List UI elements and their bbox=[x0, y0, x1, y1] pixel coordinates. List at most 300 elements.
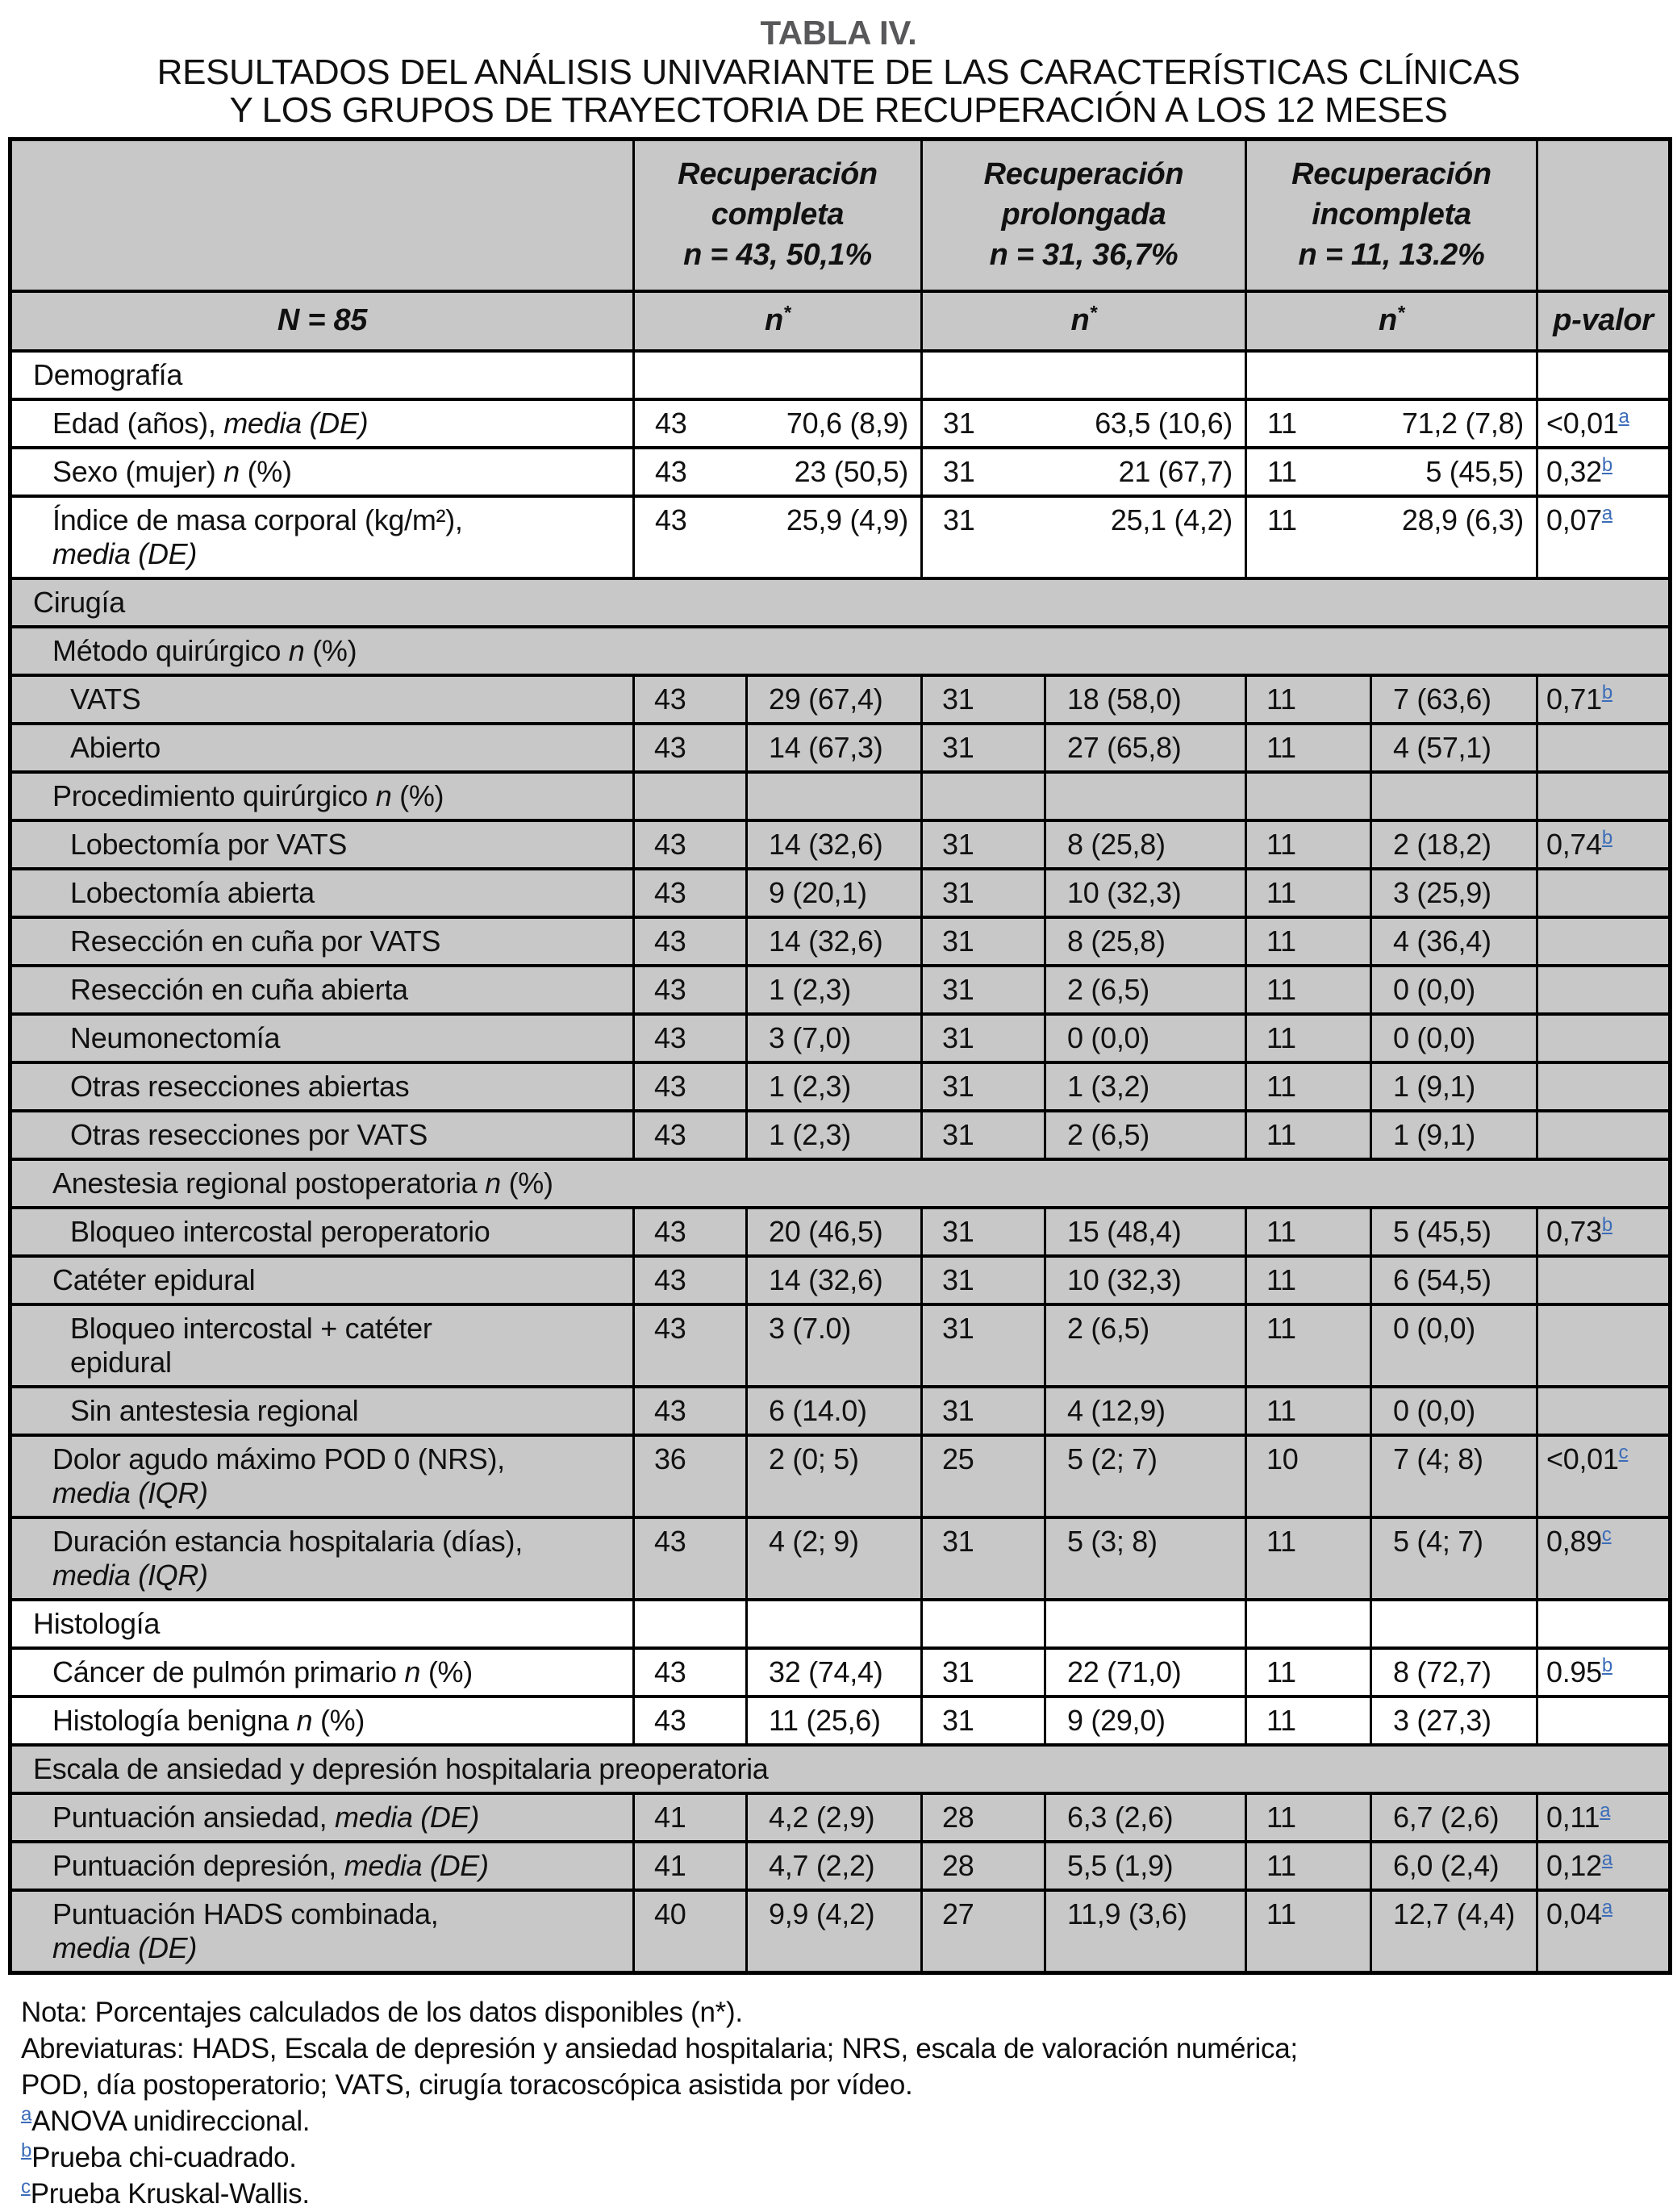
empty-cell bbox=[1246, 772, 1371, 820]
n-cell: 31 bbox=[922, 1208, 1045, 1256]
value-cell: 3 (7,0) bbox=[747, 1014, 922, 1062]
footnote-link-b[interactable]: b bbox=[1601, 682, 1612, 703]
p-cell bbox=[1537, 724, 1671, 772]
label-text: Cirugía bbox=[33, 586, 125, 619]
row-procedimiento-quirurgico bbox=[10, 772, 1671, 820]
value-cell: 27 (65,8) bbox=[1045, 724, 1246, 772]
n-cell: 11 bbox=[1246, 1648, 1371, 1697]
row-neumonectomia bbox=[10, 1014, 1671, 1062]
value-cell: 7 (4; 8) bbox=[1371, 1435, 1537, 1517]
n-value-wrap bbox=[924, 503, 1244, 537]
value-cell: 9,9 (4,2) bbox=[747, 1890, 922, 1973]
n-cell: 43 bbox=[634, 675, 747, 724]
label-text: Lobectomía abierta bbox=[70, 876, 315, 909]
cateter-epidural-label bbox=[10, 1256, 634, 1304]
p-cell bbox=[1537, 1387, 1671, 1435]
footnote-link-c[interactable]: c bbox=[1601, 1524, 1612, 1546]
n-cell: 31 bbox=[922, 1697, 1045, 1745]
label-text: Histología benigna bbox=[52, 1704, 297, 1737]
value-cell: 4 (57,1) bbox=[1371, 724, 1537, 772]
label-text: Histología bbox=[33, 1607, 161, 1640]
group-header-2 bbox=[922, 140, 1246, 292]
label-text: n bbox=[288, 634, 305, 667]
row-otras-resecciones-vats bbox=[10, 1111, 1671, 1159]
n-cell: 11 bbox=[1246, 966, 1371, 1014]
row-abierto bbox=[10, 724, 1671, 772]
p-cell bbox=[1537, 820, 1671, 869]
footnote-link-b[interactable]: b bbox=[1601, 827, 1612, 849]
empty-cell bbox=[1246, 351, 1537, 399]
footnote-link-b[interactable]: b bbox=[21, 2139, 32, 2162]
n-cell: 43 bbox=[634, 724, 747, 772]
label-text: Método quirúrgico bbox=[52, 634, 289, 667]
otras-resecciones-abiertas-label bbox=[10, 1062, 634, 1111]
n-cell: 11 bbox=[1267, 503, 1297, 536]
n-cell: 31 bbox=[922, 1648, 1045, 1697]
row-histologia bbox=[10, 1600, 1671, 1648]
group-header-line: n = 11, 13.2% bbox=[1298, 238, 1485, 272]
p-cell bbox=[1537, 1111, 1671, 1159]
p-value: 0.95 bbox=[1546, 1655, 1602, 1688]
row-dolor-agudo bbox=[10, 1435, 1671, 1517]
n-cell: 43 bbox=[634, 1304, 747, 1387]
n-cell: 41 bbox=[634, 1793, 747, 1842]
n-cell: 25 bbox=[922, 1435, 1045, 1517]
label-text: Cáncer de pulmón primario bbox=[52, 1655, 405, 1688]
footnote-link-b[interactable]: b bbox=[1601, 1214, 1612, 1236]
label-text: media (IQR) bbox=[52, 1559, 208, 1592]
footnote-link-a[interactable]: a bbox=[1600, 1800, 1611, 1822]
results-table bbox=[8, 137, 1672, 1975]
n-cell: 27 bbox=[922, 1890, 1045, 1973]
footnote-mark-text: Prueba Kruskal-Wallis. bbox=[30, 2178, 310, 2210]
label-text: Neumonectomía bbox=[70, 1021, 281, 1054]
p-valor-header: p-valor bbox=[1537, 291, 1671, 351]
n-cell: 41 bbox=[634, 1842, 747, 1890]
demografia-label bbox=[10, 351, 634, 399]
n-value-cell bbox=[634, 496, 922, 578]
row-cateter-epidural bbox=[10, 1256, 1671, 1304]
footnote-link-c[interactable]: c bbox=[21, 2176, 31, 2198]
p-value: 0,89 bbox=[1546, 1525, 1602, 1558]
vats-label bbox=[10, 675, 634, 724]
value-cell: 63,5 (10,6) bbox=[1095, 407, 1233, 440]
value-cell: 5 (3; 8) bbox=[1045, 1517, 1246, 1600]
bloqueo-intercostal-label bbox=[10, 1208, 634, 1256]
table-body bbox=[10, 351, 1671, 1973]
p-value: <0,01 bbox=[1546, 407, 1619, 440]
label-text: Otras resecciones por VATS bbox=[70, 1118, 428, 1151]
sexo-label bbox=[10, 448, 634, 496]
label-text: (%) bbox=[312, 1704, 365, 1737]
n-cell: 11 bbox=[1246, 1111, 1371, 1159]
n-cell: 11 bbox=[1246, 917, 1371, 966]
p-cell bbox=[1537, 448, 1671, 496]
value-cell: 1 (2,3) bbox=[747, 1111, 922, 1159]
reseccion-cuna-abierta-label bbox=[10, 966, 634, 1014]
group-header-line: Recuperación bbox=[1291, 157, 1491, 191]
empty-cell bbox=[1045, 772, 1246, 820]
label-text: Puntuación ansiedad, bbox=[52, 1801, 335, 1834]
n-value-cell bbox=[1246, 496, 1537, 578]
p-value: 0,04 bbox=[1546, 1897, 1602, 1930]
label-text: Índice de masa corporal (kg/m²), bbox=[52, 503, 463, 536]
value-cell: 4 (36,4) bbox=[1371, 917, 1537, 966]
p-cell bbox=[1537, 917, 1671, 966]
p-cell bbox=[1537, 1304, 1671, 1387]
p-cell bbox=[1537, 399, 1671, 448]
cirugia-label bbox=[10, 578, 1671, 627]
n-value-wrap bbox=[1248, 455, 1535, 489]
neumonectomia-label bbox=[10, 1014, 634, 1062]
p-cell bbox=[1537, 1842, 1671, 1890]
n-cell: 11 bbox=[1246, 675, 1371, 724]
value-cell: 2 (6,5) bbox=[1045, 966, 1246, 1014]
asterisk: * bbox=[1396, 302, 1404, 324]
histologia-label bbox=[10, 1600, 634, 1648]
row-bloqueo-intercostal bbox=[10, 1208, 1671, 1256]
n-cell: 31 bbox=[922, 1111, 1045, 1159]
label-text: n bbox=[485, 1167, 501, 1200]
n-value-cell bbox=[1246, 399, 1537, 448]
value-cell: 5,5 (1,9) bbox=[1045, 1842, 1246, 1890]
value-cell: 1 (2,3) bbox=[747, 966, 922, 1014]
n-cell: 31 bbox=[922, 869, 1045, 917]
header-empty-pcol bbox=[1537, 140, 1671, 292]
p-cell bbox=[1537, 1062, 1671, 1111]
n-cell: 11 bbox=[1246, 820, 1371, 869]
group-header-3 bbox=[1246, 140, 1537, 292]
p-cell bbox=[1537, 675, 1671, 724]
reseccion-cuna-vats-label bbox=[10, 917, 634, 966]
label-text: (%) bbox=[239, 455, 292, 488]
n-cell: 31 bbox=[922, 1304, 1045, 1387]
value-cell: 9 (20,1) bbox=[747, 869, 922, 917]
label-text: (%) bbox=[500, 1167, 553, 1200]
value-cell: 0 (0,0) bbox=[1371, 966, 1537, 1014]
histologia-benigna-label bbox=[10, 1697, 634, 1745]
n-cell: 11 bbox=[1246, 869, 1371, 917]
n-cell: 31 bbox=[922, 1256, 1045, 1304]
value-cell: 8 (72,7) bbox=[1371, 1648, 1537, 1697]
p-value: 0,74 bbox=[1546, 828, 1602, 861]
group-header-line: incompleta bbox=[1312, 198, 1471, 232]
value-cell: 3 (25,9) bbox=[1371, 869, 1537, 917]
value-cell: 25,9 (4,9) bbox=[786, 503, 908, 536]
label-text: media (DE) bbox=[344, 1849, 489, 1882]
empty-cell bbox=[922, 351, 1246, 399]
label-text: Demografía bbox=[33, 358, 183, 391]
value-cell: 2 (6,5) bbox=[1045, 1111, 1246, 1159]
label-text: Resección en cuña abierta bbox=[70, 973, 408, 1006]
value-cell: 5 (45,5) bbox=[1371, 1208, 1537, 1256]
value-cell: 2 (6,5) bbox=[1045, 1304, 1246, 1387]
value-cell: 1 (9,1) bbox=[1371, 1062, 1537, 1111]
n-cell: 43 bbox=[634, 1111, 747, 1159]
value-cell: 5 (45,5) bbox=[1425, 455, 1524, 488]
empty-cell bbox=[1371, 1600, 1537, 1648]
n-cell: 28 bbox=[922, 1842, 1045, 1890]
group-header-line: prolongada bbox=[1001, 198, 1166, 232]
n-cell: 31 bbox=[922, 1517, 1045, 1600]
footnotes bbox=[21, 1994, 1677, 2212]
value-cell: 0 (0,0) bbox=[1371, 1014, 1537, 1062]
value-cell: 6,7 (2,6) bbox=[1371, 1793, 1537, 1842]
label-text: Anestesia regional postoperatoria bbox=[52, 1167, 486, 1200]
label-text: Edad (años), bbox=[52, 407, 224, 440]
n-cell: 43 bbox=[634, 1517, 747, 1600]
value-cell: 5 (2; 7) bbox=[1045, 1435, 1246, 1517]
puntuacion-hads-label bbox=[10, 1890, 634, 1973]
n-cell: 43 bbox=[655, 455, 687, 488]
label-text: n bbox=[404, 1655, 421, 1688]
n-cell: 31 bbox=[922, 1387, 1045, 1435]
n-cell: 31 bbox=[943, 455, 975, 488]
n-cell: 31 bbox=[922, 917, 1045, 966]
row-reseccion-cuna-abierta bbox=[10, 966, 1671, 1014]
label-text: Dolor agudo máximo POD 0 (NRS), bbox=[52, 1442, 505, 1475]
n-cell: 28 bbox=[922, 1793, 1045, 1842]
table-title-line2: Y LOS GRUPOS DE TRAYECTORIA DE RECUPERACIÓN A LOS 12 MESES bbox=[229, 90, 1448, 130]
label-text: Bloqueo intercostal peroperatorio bbox=[70, 1215, 490, 1248]
footnote-nota: Nota: Porcentajes calculados de los datos disponibles (n*). bbox=[21, 1997, 743, 2028]
row-anestesia-regional bbox=[10, 1159, 1671, 1208]
value-cell: 11 (25,6) bbox=[747, 1697, 922, 1745]
empty-cell bbox=[1537, 351, 1671, 399]
n-value-cell bbox=[1246, 448, 1537, 496]
label-text: (%) bbox=[420, 1655, 473, 1688]
value-cell: 4,7 (2,2) bbox=[747, 1842, 922, 1890]
row-cirugia bbox=[10, 578, 1671, 627]
n-cell: 10 bbox=[1246, 1435, 1371, 1517]
label-text: Otras resecciones abiertas bbox=[70, 1070, 410, 1103]
row-imc bbox=[10, 496, 1671, 578]
row-reseccion-cuna-vats bbox=[10, 917, 1671, 966]
p-value: 0,73 bbox=[1546, 1215, 1602, 1248]
group-header-1 bbox=[634, 140, 922, 292]
empty-cell bbox=[922, 1600, 1045, 1648]
label-text: (%) bbox=[304, 634, 357, 667]
value-cell: 70,6 (8,9) bbox=[786, 407, 908, 440]
n-cell: 11 bbox=[1246, 1890, 1371, 1973]
n-star-text: n bbox=[1070, 303, 1090, 337]
label-text: Puntuación depresión, bbox=[52, 1849, 344, 1882]
n-cell: 11 bbox=[1246, 1014, 1371, 1062]
n-cell: 11 bbox=[1246, 1793, 1371, 1842]
label-text: n bbox=[223, 455, 240, 488]
sin-anestesia-label bbox=[10, 1387, 634, 1435]
p-cell bbox=[1537, 1697, 1671, 1745]
n-cell: 43 bbox=[634, 966, 747, 1014]
value-cell: 2 (0; 5) bbox=[747, 1435, 922, 1517]
row-sexo bbox=[10, 448, 1671, 496]
footnote-link-a[interactable]: a bbox=[21, 2103, 32, 2126]
value-cell: 14 (32,6) bbox=[747, 820, 922, 869]
empty-cell bbox=[747, 1600, 922, 1648]
footnote-link-c[interactable]: c bbox=[1618, 1442, 1629, 1463]
footnote-link-a[interactable]: a bbox=[1601, 503, 1612, 524]
value-cell: 22 (71,0) bbox=[1045, 1648, 1246, 1697]
value-cell: 9 (29,0) bbox=[1045, 1697, 1246, 1745]
n-value-wrap bbox=[1248, 503, 1535, 537]
group-header-line: Recuperación bbox=[983, 157, 1184, 191]
label-text: media (IQR) bbox=[52, 1476, 208, 1509]
label-text: media (DE) bbox=[223, 407, 369, 440]
footnote-link-a[interactable]: a bbox=[1601, 1897, 1612, 1918]
n-cell: 43 bbox=[634, 1014, 747, 1062]
n-cell: 11 bbox=[1246, 1304, 1371, 1387]
empty-cell bbox=[922, 772, 1045, 820]
n-cell: 40 bbox=[634, 1890, 747, 1973]
row-duracion-estancia bbox=[10, 1517, 1671, 1600]
header-row-groups bbox=[10, 140, 1671, 292]
p-value: 0,07 bbox=[1546, 503, 1602, 536]
p-value: 0,32 bbox=[1546, 455, 1602, 488]
footnote-link-a[interactable]: a bbox=[1601, 1848, 1612, 1870]
n-cell: 43 bbox=[655, 503, 687, 536]
row-puntuacion-depresion bbox=[10, 1842, 1671, 1890]
value-cell: 5 (4; 7) bbox=[1371, 1517, 1537, 1600]
value-cell: 4 (12,9) bbox=[1045, 1387, 1246, 1435]
group-header-line: n = 31, 36,7% bbox=[989, 238, 1178, 272]
n-star-header bbox=[634, 291, 922, 351]
value-cell: 6,3 (2,6) bbox=[1045, 1793, 1246, 1842]
p-cell bbox=[1537, 1793, 1671, 1842]
n-value-wrap bbox=[636, 455, 920, 489]
n-cell: 43 bbox=[634, 1697, 747, 1745]
row-vats bbox=[10, 675, 1671, 724]
row-lobectomia-abierta bbox=[10, 869, 1671, 917]
n-star-header bbox=[1246, 291, 1537, 351]
label-text: Sexo (mujer) bbox=[52, 455, 224, 488]
bloqueo-mas-cateter-label bbox=[10, 1304, 634, 1387]
header-row-n bbox=[10, 291, 1671, 351]
row-edad bbox=[10, 399, 1671, 448]
anestesia-regional-label bbox=[10, 1159, 1671, 1208]
group-header-line: completa bbox=[711, 198, 845, 232]
p-cell bbox=[1537, 1256, 1671, 1304]
row-bloqueo-mas-cateter bbox=[10, 1304, 1671, 1387]
n-cell: 43 bbox=[634, 1387, 747, 1435]
n-cell: 11 bbox=[1246, 1517, 1371, 1600]
label-text: Sin antestesia regional bbox=[70, 1394, 359, 1427]
n-total-header: N = 85 bbox=[10, 291, 634, 351]
label-text: n bbox=[375, 779, 392, 812]
footnote-abreviaturas-1: Abreviaturas: HADS, Escala de depresión y ansiedad hospitalaria; NRS, escala de valoración numérica; bbox=[21, 2033, 1298, 2064]
footnote-mark-text: Prueba chi-cuadrado. bbox=[31, 2142, 297, 2173]
value-cell: 14 (32,6) bbox=[747, 1256, 922, 1304]
p-value: 0,12 bbox=[1546, 1849, 1602, 1882]
value-cell: 71,2 (7,8) bbox=[1401, 407, 1524, 440]
value-cell: 10 (32,3) bbox=[1045, 1256, 1246, 1304]
empty-cell bbox=[634, 1600, 747, 1648]
row-sin-anestesia bbox=[10, 1387, 1671, 1435]
escala-hads-label bbox=[10, 1745, 1671, 1793]
n-cell: 11 bbox=[1246, 1842, 1371, 1890]
footnote-mark-line bbox=[21, 2139, 1677, 2176]
value-cell: 7 (63,6) bbox=[1371, 675, 1537, 724]
value-cell: 23 (50,5) bbox=[794, 455, 908, 488]
row-otras-resecciones-abiertas bbox=[10, 1062, 1671, 1111]
n-value-cell bbox=[922, 399, 1246, 448]
row-escala-hads bbox=[10, 1745, 1671, 1793]
header-empty-topleft bbox=[10, 140, 634, 292]
procedimiento-quirurgico-label bbox=[10, 772, 634, 820]
value-cell: 1 (2,3) bbox=[747, 1062, 922, 1111]
value-cell: 18 (58,0) bbox=[1045, 675, 1246, 724]
value-cell: 29 (67,4) bbox=[747, 675, 922, 724]
label-text: media (DE) bbox=[334, 1801, 480, 1834]
p-cell bbox=[1537, 496, 1671, 578]
label-text: media (DE) bbox=[52, 537, 198, 570]
empty-cell bbox=[1537, 1600, 1671, 1648]
n-cell: 43 bbox=[655, 407, 687, 440]
label-text: Duración estancia hospitalaria (días), bbox=[52, 1525, 523, 1558]
p-cell bbox=[1537, 1208, 1671, 1256]
abierto-label bbox=[10, 724, 634, 772]
n-cell: 31 bbox=[922, 1014, 1045, 1062]
value-cell: 3 (7.0) bbox=[747, 1304, 922, 1387]
value-cell: 20 (46,5) bbox=[747, 1208, 922, 1256]
value-cell: 1 (9,1) bbox=[1371, 1111, 1537, 1159]
value-cell: 0 (0,0) bbox=[1371, 1387, 1537, 1435]
n-cell: 43 bbox=[634, 1256, 747, 1304]
lobectomia-vats-label bbox=[10, 820, 634, 869]
group-header-line: Recuperación bbox=[678, 157, 878, 191]
table-title bbox=[0, 0, 1677, 129]
footnote-link-b[interactable]: b bbox=[1601, 454, 1612, 476]
empty-cell bbox=[1246, 1600, 1371, 1648]
row-metodo-quirurgico bbox=[10, 627, 1671, 675]
puntuacion-depresion-label bbox=[10, 1842, 634, 1890]
n-cell: 43 bbox=[634, 820, 747, 869]
n-cell: 31 bbox=[922, 820, 1045, 869]
label-text: Catéter epidural bbox=[52, 1263, 256, 1296]
value-cell: 6 (14.0) bbox=[747, 1387, 922, 1435]
empty-cell bbox=[747, 772, 922, 820]
label-text: VATS bbox=[70, 682, 141, 716]
footnote-link-a[interactable]: a bbox=[1618, 406, 1629, 428]
footnote-link-b[interactable]: b bbox=[1601, 1655, 1612, 1676]
value-cell: 2 (18,2) bbox=[1371, 820, 1537, 869]
value-cell: 32 (74,4) bbox=[747, 1648, 922, 1697]
n-cell: 36 bbox=[634, 1435, 747, 1517]
n-value-cell bbox=[634, 448, 922, 496]
p-cell bbox=[1537, 1890, 1671, 1973]
label-text: Puntuación HADS combinada, bbox=[52, 1897, 439, 1930]
lobectomia-abierta-label bbox=[10, 869, 634, 917]
value-cell: 3 (27,3) bbox=[1371, 1697, 1537, 1745]
label-text: (%) bbox=[391, 779, 444, 812]
n-cell: 11 bbox=[1246, 1062, 1371, 1111]
value-cell: 4,2 (2,9) bbox=[747, 1793, 922, 1842]
value-cell: 8 (25,8) bbox=[1045, 917, 1246, 966]
otras-resecciones-vats-label bbox=[10, 1111, 634, 1159]
footnote-mark-text: ANOVA unidireccional. bbox=[31, 2106, 311, 2137]
label-text: Lobectomía por VATS bbox=[70, 828, 348, 861]
value-cell: 8 (25,8) bbox=[1045, 820, 1246, 869]
n-cell: 31 bbox=[922, 675, 1045, 724]
n-cell: 11 bbox=[1246, 1208, 1371, 1256]
empty-cell bbox=[1371, 772, 1537, 820]
row-cancer-pulmon bbox=[10, 1648, 1671, 1697]
p-cell bbox=[1537, 1648, 1671, 1697]
n-cell: 43 bbox=[634, 1062, 747, 1111]
value-cell: 15 (48,4) bbox=[1045, 1208, 1246, 1256]
value-cell: 11,9 (3,6) bbox=[1045, 1890, 1246, 1973]
n-value-wrap bbox=[1248, 407, 1535, 440]
row-lobectomia-vats bbox=[10, 820, 1671, 869]
